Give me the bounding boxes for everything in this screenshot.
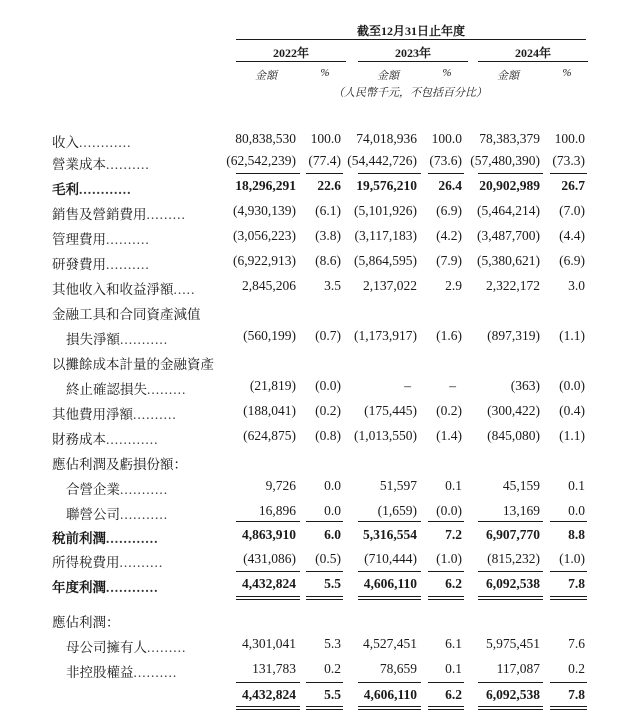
total-double-rule bbox=[306, 596, 343, 600]
subtotal-rule bbox=[478, 682, 543, 683]
cell-amount-2022: (624,875) bbox=[243, 428, 296, 443]
cell-pct-2023: – bbox=[449, 378, 456, 393]
period-rule bbox=[236, 39, 586, 40]
cell-amount-2023: (175,445) bbox=[364, 403, 417, 418]
cell-pct-2024: (1.0) bbox=[559, 551, 585, 566]
subtotal-rule bbox=[358, 682, 421, 683]
subtotal-rule bbox=[550, 571, 587, 572]
row-label-text: 其他收入和收益淨額 bbox=[52, 282, 174, 297]
cell-pct-2024: 26.7 bbox=[561, 178, 585, 193]
subtotal-rule bbox=[550, 173, 587, 174]
row-label-text: 研發費用 bbox=[52, 257, 106, 272]
cell-amount-2022: (3,056,223) bbox=[233, 228, 296, 243]
unit-note: （人民幣千元，不包括百分比） bbox=[333, 87, 487, 99]
leader-dots: .......... bbox=[133, 407, 177, 422]
cell-pct-2023: (4.2) bbox=[436, 228, 462, 243]
row-label-text: 以攤餘成本計量的金融資產 bbox=[52, 357, 214, 372]
cell-amount-2022: (62,542,239) bbox=[226, 153, 296, 168]
leader-dots: ............ bbox=[106, 432, 159, 447]
leader-dots: ......... bbox=[147, 382, 187, 397]
row-label-text: 金融工具和合同資產減值 bbox=[52, 307, 201, 322]
subtotal-rule bbox=[236, 682, 300, 683]
row-label-text: 母公司擁有人 bbox=[66, 640, 147, 655]
cell-amount-2024: (897,319) bbox=[487, 328, 540, 343]
cell-pct-2022: 22.6 bbox=[317, 178, 341, 193]
cell-amount-2023: (1,173,917) bbox=[354, 328, 417, 343]
row-label bbox=[52, 453, 222, 473]
year-header-2023: 2023年 bbox=[394, 46, 431, 60]
subtotal-rule bbox=[236, 571, 300, 572]
row-label-text: 合營企業 bbox=[66, 482, 120, 497]
leader-dots: ........... bbox=[120, 482, 169, 497]
cell-amount-2023: 4,527,451 bbox=[363, 636, 417, 651]
subtotal-rule bbox=[428, 571, 464, 572]
cell-pct-2022: 0.0 bbox=[324, 503, 341, 518]
subtotal-rule bbox=[306, 682, 343, 683]
cell-pct-2023: 26.4 bbox=[438, 178, 462, 193]
cell-amount-2024: (5,464,214) bbox=[477, 203, 540, 218]
cell-amount-2024: (3,487,700) bbox=[477, 228, 540, 243]
row-label-text: 年度利潤 bbox=[52, 580, 106, 595]
cell-pct-2023: (1.0) bbox=[436, 551, 462, 566]
cell-pct-2024: 0.0 bbox=[568, 503, 585, 518]
cell-pct-2022: 0.2 bbox=[324, 661, 341, 676]
cell-amount-2023: 4,606,110 bbox=[363, 687, 417, 702]
cell-pct-2023: 0.1 bbox=[445, 661, 462, 676]
subtotal-rule bbox=[306, 521, 343, 522]
cell-amount-2023: 4,606,110 bbox=[363, 576, 417, 591]
cell-amount-2022: (21,819) bbox=[249, 378, 296, 393]
row-label-text: 聯營公司 bbox=[66, 507, 120, 522]
cell-pct-2024: (4.4) bbox=[559, 228, 585, 243]
leader-dots: .......... bbox=[106, 157, 150, 172]
leader-dots: ........... bbox=[120, 507, 169, 522]
year-rule-2023 bbox=[358, 61, 468, 62]
subtotal-rule bbox=[428, 521, 464, 522]
subtotal-rule bbox=[478, 173, 543, 174]
cell-amount-2023: – bbox=[404, 378, 411, 393]
cell-amount-2024: (5,380,621) bbox=[477, 253, 540, 268]
subtotal-rule bbox=[478, 571, 543, 572]
leader-dots: .......... bbox=[133, 665, 178, 680]
subtotal-rule bbox=[550, 682, 587, 683]
cell-pct-2023: 100.0 bbox=[431, 131, 462, 146]
cell-amount-2022: (560,199) bbox=[243, 328, 296, 343]
cell-amount-2022: 4,432,824 bbox=[242, 576, 296, 591]
total-double-rule bbox=[306, 706, 343, 710]
cell-pct-2024: 0.1 bbox=[568, 478, 585, 493]
period-header: 截至12月31日止年度 bbox=[356, 24, 465, 38]
row-label-text: 銷售及營銷費用 bbox=[52, 207, 147, 222]
cell-amount-2024: (57,480,390) bbox=[470, 153, 540, 168]
pct-label-2024: % bbox=[562, 67, 572, 79]
total-double-rule bbox=[550, 596, 587, 600]
row-label-text: 營業成本 bbox=[52, 157, 106, 172]
cell-amount-2024: (363) bbox=[510, 378, 540, 393]
total-double-rule bbox=[428, 706, 464, 710]
cell-pct-2023: (0.0) bbox=[436, 503, 462, 518]
row-label-text: 應佔利潤及虧損份額： bbox=[52, 457, 187, 472]
cell-pct-2022: 5.5 bbox=[324, 576, 341, 591]
subtotal-rule bbox=[550, 521, 587, 522]
cell-pct-2022: 5.3 bbox=[324, 636, 341, 651]
subtotal-rule bbox=[306, 571, 343, 572]
cell-amount-2022: (4,930,139) bbox=[233, 203, 296, 218]
cell-pct-2024: (1.1) bbox=[559, 328, 585, 343]
cell-amount-2022: (188,041) bbox=[243, 403, 296, 418]
cell-pct-2023: 2.9 bbox=[445, 278, 462, 293]
cell-amount-2022: 4,432,824 bbox=[242, 687, 296, 702]
subtotal-rule bbox=[478, 521, 543, 522]
cell-amount-2023: 78,659 bbox=[379, 661, 417, 676]
cell-amount-2023: (5,101,926) bbox=[354, 203, 417, 218]
cell-pct-2023: (1.6) bbox=[436, 328, 462, 343]
cell-pct-2024: (0.4) bbox=[559, 403, 585, 418]
cell-amount-2024: (845,080) bbox=[487, 428, 540, 443]
cell-amount-2023: (1,013,550) bbox=[354, 428, 417, 443]
cell-pct-2022: (3.8) bbox=[315, 228, 341, 243]
cell-pct-2023: 6.2 bbox=[445, 687, 462, 702]
leader-dots: ............ bbox=[106, 580, 159, 595]
cell-pct-2023: (73.6) bbox=[429, 153, 462, 168]
pct-label-2022: % bbox=[320, 67, 330, 79]
row-label bbox=[52, 611, 222, 631]
leader-dots: ............ bbox=[79, 135, 132, 150]
cell-pct-2024: 100.0 bbox=[554, 131, 585, 146]
row-label bbox=[52, 303, 222, 323]
cell-pct-2022: (0.5) bbox=[315, 551, 341, 566]
leader-dots: .......... bbox=[106, 232, 150, 247]
row-label-text: 損失淨額 bbox=[66, 332, 120, 347]
cell-pct-2022: 5.5 bbox=[324, 687, 341, 702]
total-double-rule bbox=[236, 596, 300, 600]
total-double-rule bbox=[478, 706, 543, 710]
cell-amount-2023: 74,018,936 bbox=[356, 131, 417, 146]
cell-amount-2022: 80,838,530 bbox=[235, 131, 296, 146]
cell-pct-2023: 7.2 bbox=[445, 527, 462, 542]
cell-amount-2024: (300,422) bbox=[487, 403, 540, 418]
cell-pct-2022: 0.0 bbox=[324, 478, 341, 493]
row-label-text: 所得稅費用 bbox=[52, 555, 120, 570]
leader-dots: ..... bbox=[173, 282, 196, 297]
subtotal-rule bbox=[306, 173, 343, 174]
cell-pct-2022: (6.1) bbox=[315, 203, 341, 218]
cell-pct-2022: (8.6) bbox=[315, 253, 341, 268]
row-label bbox=[52, 353, 222, 373]
cell-amount-2022: 4,301,041 bbox=[242, 636, 296, 651]
cell-amount-2024: 13,169 bbox=[502, 503, 540, 518]
year-rule-2022 bbox=[236, 61, 346, 62]
leader-dots: ......... bbox=[146, 207, 186, 222]
cell-amount-2023: (54,442,726) bbox=[347, 153, 417, 168]
leader-dots: .......... bbox=[119, 555, 164, 570]
year-header-2024: 2024年 bbox=[514, 46, 551, 60]
total-double-rule bbox=[428, 596, 464, 600]
cell-amount-2022: 4,863,910 bbox=[242, 527, 296, 542]
cell-amount-2023: (1,659) bbox=[377, 503, 417, 518]
cell-amount-2022: (431,086) bbox=[243, 551, 296, 566]
cell-pct-2022: (0.8) bbox=[315, 428, 341, 443]
cell-amount-2022: 18,296,291 bbox=[235, 178, 296, 193]
cell-pct-2024: 7.6 bbox=[568, 636, 585, 651]
subtotal-rule bbox=[358, 571, 421, 572]
cell-amount-2023: 19,576,210 bbox=[356, 178, 417, 193]
amount-label-2024: 金額 bbox=[497, 70, 519, 82]
subtotal-rule bbox=[358, 173, 421, 174]
cell-pct-2022: (0.0) bbox=[315, 378, 341, 393]
cell-amount-2023: 5,316,554 bbox=[363, 527, 417, 542]
cell-pct-2022: 6.0 bbox=[324, 527, 341, 542]
cell-pct-2024: (0.0) bbox=[559, 378, 585, 393]
cell-amount-2024: 6,092,538 bbox=[486, 687, 540, 702]
cell-pct-2022: (0.2) bbox=[315, 403, 341, 418]
year-header-2022: 2022年 bbox=[272, 46, 309, 60]
cell-pct-2023: (7.9) bbox=[436, 253, 462, 268]
cell-amount-2022: 2,845,206 bbox=[242, 278, 296, 293]
cell-amount-2024: 78,383,379 bbox=[479, 131, 540, 146]
cell-pct-2023: (6.9) bbox=[436, 203, 462, 218]
cell-pct-2024: 8.8 bbox=[568, 527, 585, 542]
leader-dots: ......... bbox=[147, 640, 187, 655]
cell-pct-2023: 6.2 bbox=[445, 576, 462, 591]
row-label-text: 管理費用 bbox=[52, 232, 106, 247]
row-label-text: 毛利 bbox=[52, 182, 79, 197]
row-label-text: 終止確認損失 bbox=[66, 382, 147, 397]
total-double-rule bbox=[550, 706, 587, 710]
cell-amount-2023: (3,117,183) bbox=[354, 228, 417, 243]
year-rule-2024 bbox=[478, 61, 588, 62]
cell-amount-2022: (6,922,913) bbox=[233, 253, 296, 268]
amount-label-2023: 金額 bbox=[377, 70, 399, 82]
cell-amount-2024: 6,092,538 bbox=[486, 576, 540, 591]
cell-pct-2023: (0.2) bbox=[436, 403, 462, 418]
row-label-text: 非控股權益 bbox=[66, 665, 134, 680]
leader-dots: ............ bbox=[106, 531, 159, 546]
subtotal-rule bbox=[236, 173, 300, 174]
cell-amount-2022: 16,896 bbox=[258, 503, 296, 518]
cell-amount-2024: 45,159 bbox=[502, 478, 540, 493]
cell-amount-2024: 117,087 bbox=[496, 661, 540, 676]
cell-pct-2023: (1.4) bbox=[436, 428, 462, 443]
total-double-rule bbox=[358, 706, 421, 710]
total-double-rule bbox=[478, 596, 543, 600]
cell-pct-2024: (6.9) bbox=[559, 253, 585, 268]
cell-pct-2022: (0.7) bbox=[315, 328, 341, 343]
cell-pct-2024: (73.3) bbox=[552, 153, 585, 168]
cell-amount-2023: (710,444) bbox=[364, 551, 417, 566]
row-label-text: 稅前利潤 bbox=[52, 531, 106, 546]
cell-amount-2022: 9,726 bbox=[265, 478, 296, 493]
subtotal-rule bbox=[358, 521, 421, 522]
cell-pct-2024: (1.1) bbox=[559, 428, 585, 443]
cell-pct-2022: 3.5 bbox=[324, 278, 341, 293]
subtotal-rule bbox=[428, 173, 464, 174]
leader-dots: ........... bbox=[120, 332, 169, 347]
leader-dots: .......... bbox=[106, 257, 150, 272]
cell-amount-2024: 5,975,451 bbox=[486, 636, 540, 651]
cell-pct-2024: (7.0) bbox=[559, 203, 585, 218]
row-label-text: 其他費用淨額 bbox=[52, 407, 133, 422]
cell-amount-2024: 20,902,989 bbox=[479, 178, 540, 193]
cell-amount-2024: (815,232) bbox=[487, 551, 540, 566]
subtotal-rule bbox=[428, 682, 464, 683]
cell-amount-2024: 6,907,770 bbox=[486, 527, 540, 542]
row-label-text: 應佔利潤： bbox=[52, 615, 120, 630]
cell-amount-2023: 2,137,022 bbox=[363, 278, 417, 293]
amount-label-2022: 金額 bbox=[255, 70, 277, 82]
cell-pct-2022: 100.0 bbox=[310, 131, 341, 146]
cell-pct-2023: 6.1 bbox=[445, 636, 462, 651]
row-label-text: 收入 bbox=[52, 135, 79, 150]
subtotal-rule bbox=[236, 521, 300, 522]
cell-pct-2024: 3.0 bbox=[568, 278, 585, 293]
cell-amount-2024: 2,322,172 bbox=[486, 278, 540, 293]
cell-pct-2024: 0.2 bbox=[568, 661, 585, 676]
pct-label-2023: % bbox=[442, 67, 452, 79]
leader-dots: ............ bbox=[79, 182, 132, 197]
row-label-text: 財務成本 bbox=[52, 432, 106, 447]
cell-pct-2023: 0.1 bbox=[445, 478, 462, 493]
total-double-rule bbox=[236, 706, 300, 710]
cell-amount-2023: (5,864,595) bbox=[354, 253, 417, 268]
cell-amount-2023: 51,597 bbox=[379, 478, 417, 493]
cell-pct-2024: 7.8 bbox=[568, 687, 585, 702]
cell-pct-2022: (77.4) bbox=[308, 153, 341, 168]
cell-amount-2022: 131,783 bbox=[252, 661, 296, 676]
total-double-rule bbox=[358, 596, 421, 600]
cell-pct-2024: 7.8 bbox=[568, 576, 585, 591]
